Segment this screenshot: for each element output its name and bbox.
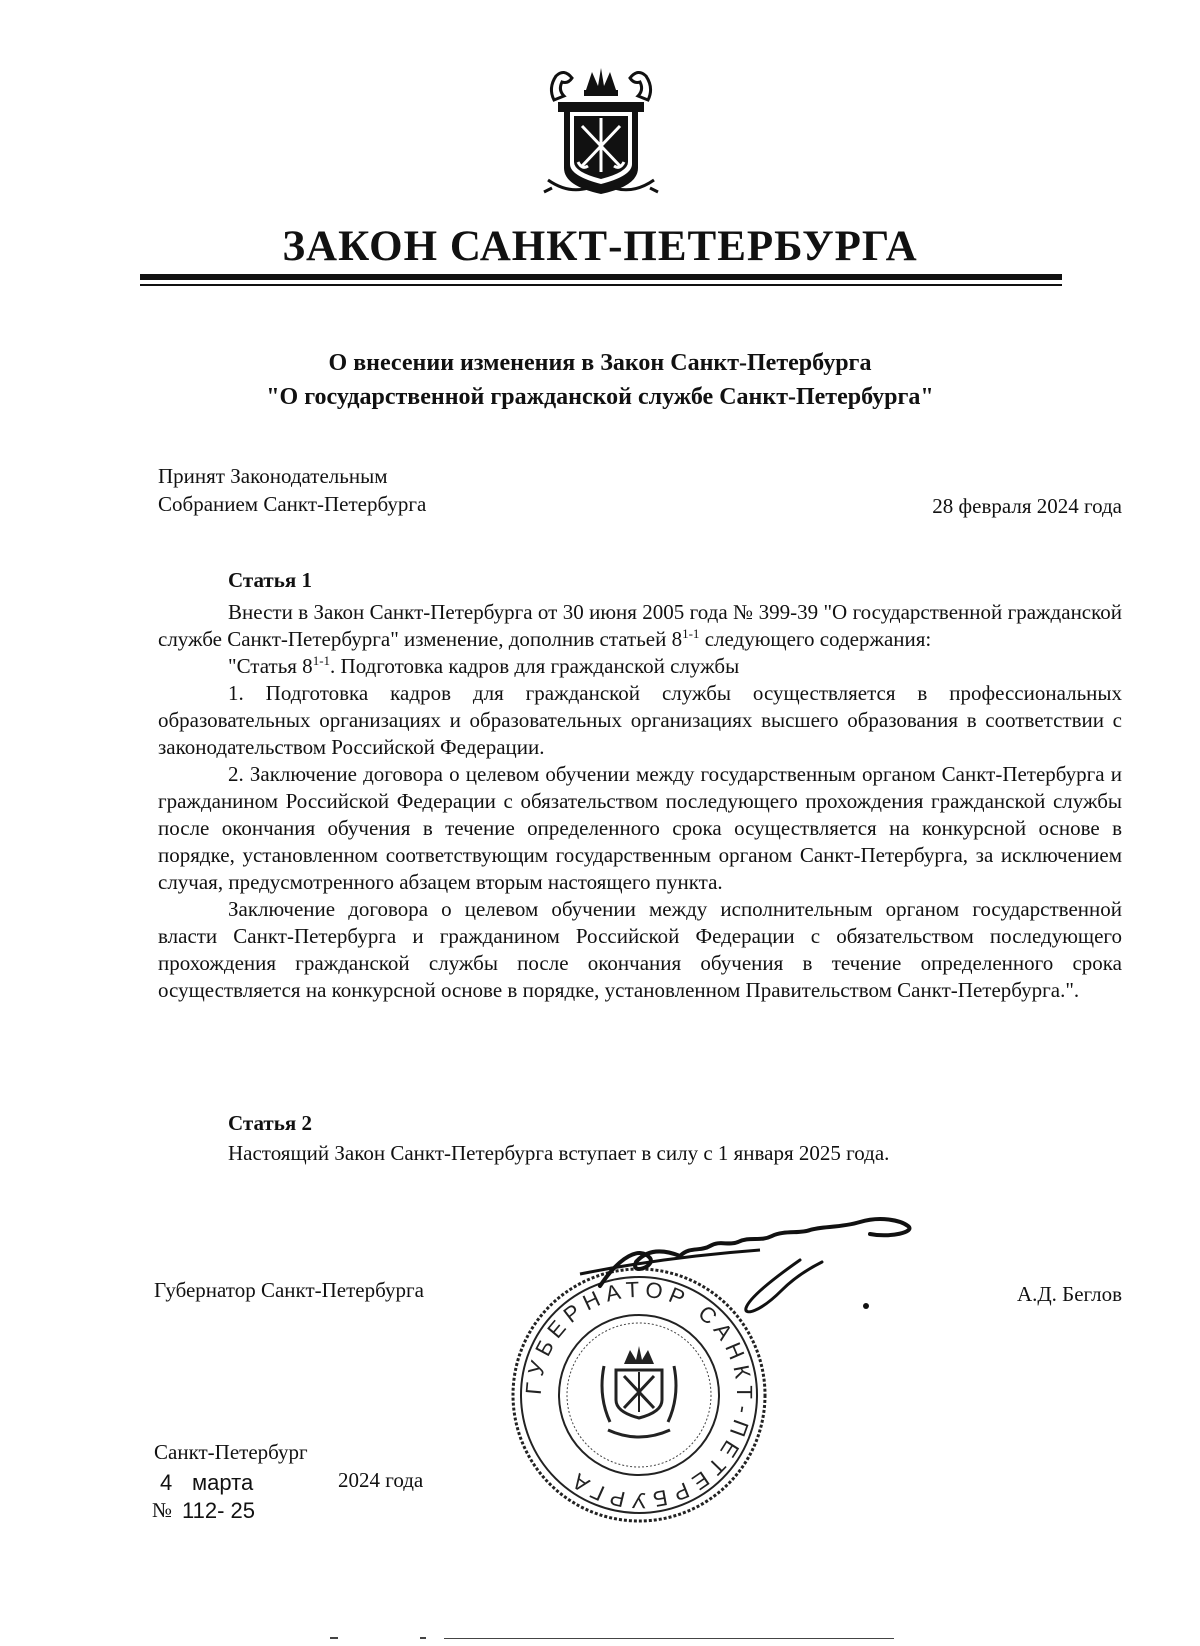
law-title: ЗАКОН САНКТ-ПЕТЕРБУРГА (282, 223, 918, 270)
adoption-note (158, 462, 426, 518)
seal-text: ГУБЕРНАТОР САНКТ-ПЕТЕРБУРГА (520, 1276, 758, 1514)
article-2-heading: Статья 2 (228, 1111, 312, 1135)
quoted-article-title (158, 653, 1122, 680)
article-1-body (158, 599, 1122, 1004)
number-prefix: № (152, 1498, 173, 1522)
law-subtitle (140, 346, 1060, 414)
adoption-line-1: Принят Законодательным (158, 464, 388, 488)
scan-mark (420, 1637, 426, 1639)
adoption-date: 28 февраля 2024 года (932, 494, 1122, 518)
signatory-name: А.Д. Беглов (1016, 1282, 1122, 1306)
st-petersburg-coat-of-arms-icon (536, 62, 666, 202)
signing-day: 4 (160, 1470, 173, 1495)
subtitle-line-1: О внесении изменения в Закон Санкт-Петербурга (328, 350, 872, 376)
article-2-text: Настоящий Закон Санкт-Петербурга вступает в силу с 1 января 2025 года. (228, 1141, 890, 1165)
title-rule-thin (140, 284, 1062, 286)
article-1-heading: Статья 1 (228, 568, 312, 592)
superscript: 1-1 (682, 626, 700, 641)
article-1-text-part: Внести в Закон Санкт-Петербурга от 30 июня 2005 года № 399-39 "О государственной гражданской службе Санкт-Петербурга" изменение, дополнив статьей 8 (158, 600, 1122, 651)
article-1-paragraph (158, 599, 1122, 653)
article-1-text-part: следующего содержания: (699, 627, 932, 651)
title-rule-thick (140, 274, 1062, 280)
item-1: 1. Подготовка кадров для гражданской службы осуществляется в профессиональных образовательных организациях и образовательных организациях высшего образования в соответствии с законодательством Российской Федерации. (158, 681, 1122, 759)
handwritten-signature-icon (560, 1216, 950, 1326)
scan-mark (330, 1637, 338, 1639)
quote-text-part: "Статья 8 (228, 654, 313, 678)
item-2: 2. Заключение договора о целевом обучении между государственным органом Санкт-Петербурга и гражданином Российской Федерации с обязательством последующего прохождения гражданской службы после окончания обучения в течение определенного срока осуществляется на конкурсной основе в порядке, установленном соответствующим государственным органом Санкт-Петербурга, за исключением случая, предусмотренного абзацем вторым настоящего пункта. (158, 762, 1122, 894)
item-2-paragraph-2: Заключение договора о целевом обучении между исполнительным органом государственной власти Санкт-Петербурга и гражданином Российской Федерации с обязательством последующего прохождения гражданской службы после окончания обучения в течение определенного срока осуществляется на конкурсной основе в порядке, установленном Правительством Санкт-Петербурга.". (158, 897, 1122, 1002)
place: Санкт-Петербург (154, 1440, 308, 1464)
law-number: 112- 25 (182, 1498, 255, 1523)
article-2-body (158, 1140, 1122, 1167)
superscript: 1-1 (312, 653, 331, 668)
signing-month: марта (192, 1470, 254, 1495)
signatory-position: Губернатор Санкт-Петербурга (154, 1278, 424, 1302)
subtitle-line-2: "О государственной гражданской службе Санкт-Петербурга" (266, 384, 934, 410)
signing-year: 2024 года (338, 1468, 424, 1492)
scan-line (444, 1638, 894, 1639)
quote-text-part: . Подготовка кадров для гражданской службы (330, 654, 740, 678)
adoption-line-2: Собранием Санкт-Петербурга (158, 492, 427, 516)
